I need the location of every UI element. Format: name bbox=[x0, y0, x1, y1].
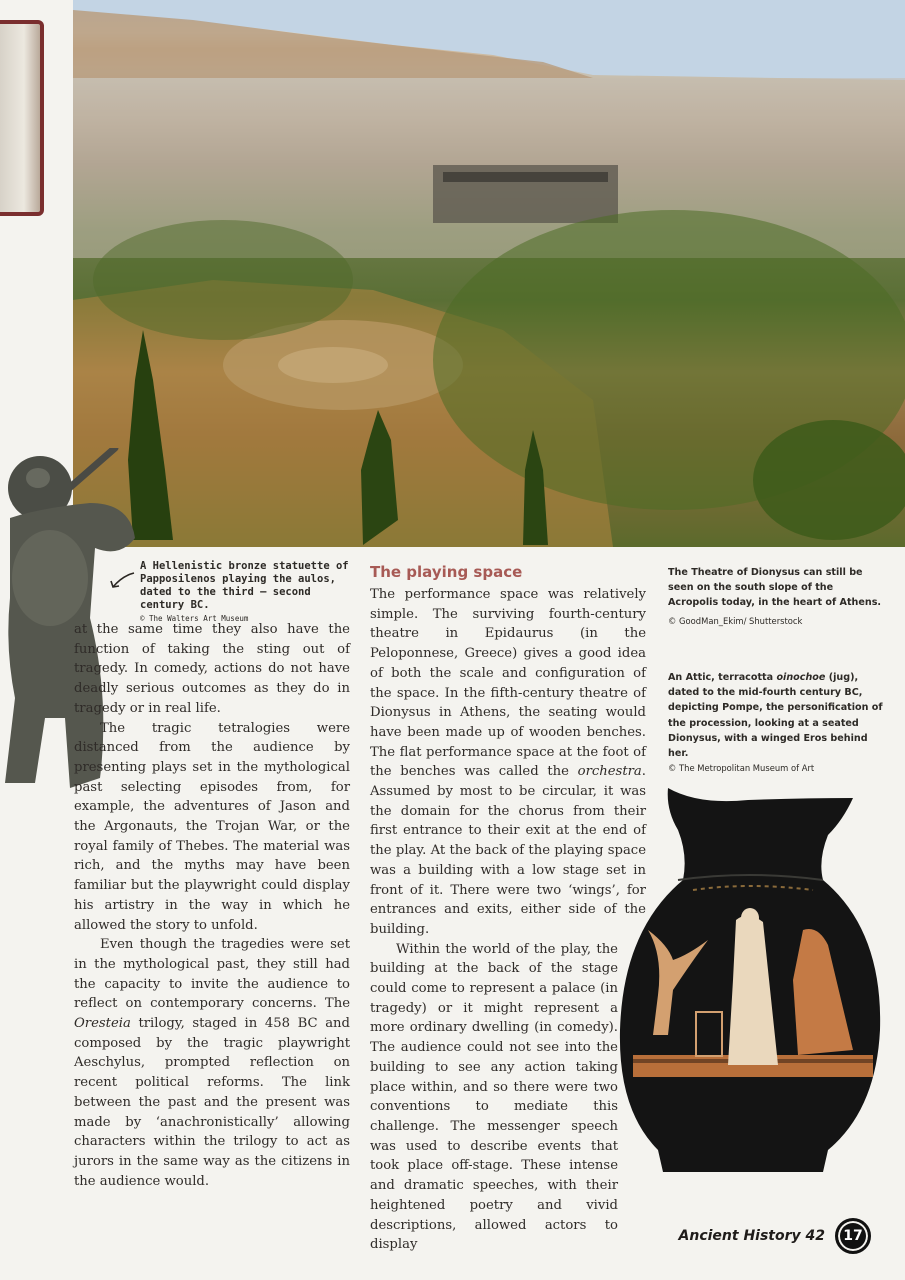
page-footer bbox=[679, 1218, 871, 1254]
text-run: The performance space was relatively simple. The surviving fourth-century theatre in Epidaurus (in the Peloponnese, Greece) gives a good idea of both the scale and configuration of the space. In the fifth-century theatre of Dionysus in Athens, the seating would have been made up of wooden benches. The flat performance space at the foot of the benches was called the bbox=[370, 587, 646, 780]
statuette-caption bbox=[140, 560, 355, 625]
page-number: 17 bbox=[835, 1218, 871, 1254]
statuette-credit: © The Walters Art Museum bbox=[140, 614, 249, 623]
italic-term: orchestra bbox=[577, 764, 642, 780]
oinochoe-vase-image bbox=[618, 780, 884, 1178]
photo-scenery bbox=[73, 0, 905, 547]
paragraph: The tragic tetralogies were distanced from the audience by presenting plays set in the mythological past selecting episodes from, for example, the adventures of Jason and the Argonauts, the Trojan War, or the royal family of Thebes. The material was rich, and the myths may have been familiar but the playwright could display his artistry in the way in which he allowed the story to unfold. bbox=[74, 720, 350, 933]
magazine-title: Ancient History 42 bbox=[678, 1228, 825, 1244]
text-run: Even though the tragedies were set in the mythological past, they still had the capacity to invite the audience to reflect on contemporary concerns. The bbox=[74, 937, 350, 1012]
text-run: . Assumed by most to be circular, it was the domain for the chorus from their first entrance to their exit at the end of the play. At the back of the playing space was a building with a low stage set in front of it. There were two ‘wings’, for entrances and exits, either side of the building. bbox=[370, 764, 646, 937]
theatre-caption-text: The Theatre of Dionysus can still be seen on the south slope of the Acropolis today, in the heart of Athens. bbox=[668, 567, 882, 609]
arrow-icon bbox=[108, 570, 138, 592]
paragraph bbox=[370, 585, 646, 940]
theatre-credit: © GoodMan_Ekim/ Shutterstock bbox=[668, 615, 803, 626]
body-column-1 bbox=[74, 620, 350, 1191]
text-run: trilogy, staged in 458 BC and composed by the tragic playwright Aeschylus, prompted reflection on recent political reforms. The link between the past and the present was made by ‘anachronistically’ allowing characters within the trilogy to act as jurors in the same way as the citizens in the audience would. bbox=[74, 1016, 350, 1189]
paragraph: Within the world of the play, the building at the back of the stage could come to represent a palace (in tragedy) or it might represent a more ordinary dwelling (in comedy). The audience could not see into the building to see any action taking place within, and so there were two conventions to mediate this challenge. The messenger speech was used to describe events that took place off-stage. These intense and dramatic speeches, with their heightened poetry and vivid descriptions, allowed actors to display bbox=[370, 941, 618, 1253]
section-heading: The playing space bbox=[370, 563, 523, 581]
theatre-caption bbox=[668, 565, 883, 629]
paragraph: at the same time they also have the function of taking the sting out of tragedy. In comedy, actions do not have deadly serious outcomes as they do in tragedy or in real life. bbox=[74, 622, 350, 716]
paragraph bbox=[74, 935, 350, 1191]
paper-scrap-decoration bbox=[0, 20, 44, 216]
vase-caption-text bbox=[668, 670, 883, 761]
vase-credit: © The Metropolitan Museum of Art bbox=[668, 763, 815, 774]
statuette-caption-text: A Hellenistic bronze statuette of Papposilenos playing the aulos, dated to the third – second century BC. bbox=[140, 560, 349, 611]
italic-term: oinochoe bbox=[776, 672, 826, 683]
text-run: An Attic, terracotta bbox=[668, 672, 777, 683]
text-run: (jug), dated to the mid-fourth century BC, depicting Pompe, the personification of the procession, looking at a seated Dionysus, with a winged Eros behind her. bbox=[668, 672, 883, 760]
italic-title: Oresteia bbox=[74, 1016, 131, 1032]
vase-icon bbox=[618, 780, 884, 1178]
athens-theatre-photo bbox=[73, 0, 905, 547]
vase-caption bbox=[668, 670, 883, 776]
body-column-2 bbox=[370, 561, 646, 1255]
